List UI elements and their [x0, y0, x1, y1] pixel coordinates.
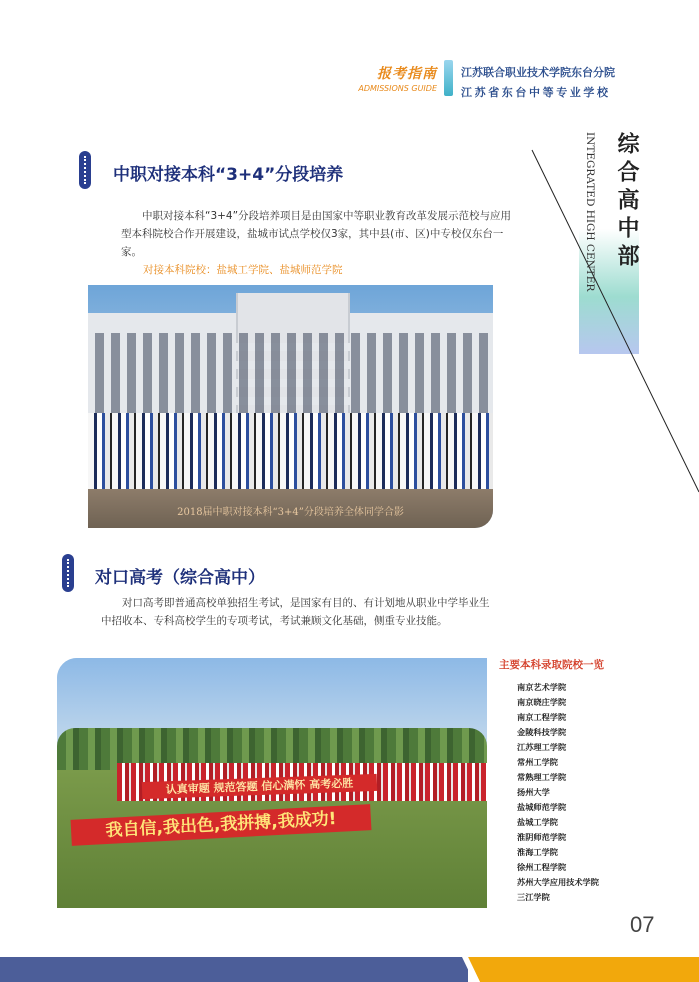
list-item: 三江学院: [517, 892, 550, 902]
side-label-cn: 综合高中部: [614, 132, 640, 272]
list-item: 南京工程学院: [517, 712, 567, 722]
rally-banner-large: 我自信,我出色,我拼搏,我成功!: [71, 804, 372, 846]
list-item: 徐州工程学院: [517, 862, 567, 872]
school-name-line1: 江苏联合职业技术学院东台分院: [461, 66, 615, 79]
side-label-en: INTEGRATED HIGH CENTER: [584, 132, 596, 292]
list-item: 南京晓庄学院: [517, 697, 567, 707]
section1-partners: 对接本科院校：盐城工学院、盐城师范学院: [143, 264, 343, 276]
page-number: 07: [630, 912, 655, 937]
list-item: 淮阴师范学院: [517, 832, 567, 842]
section2-paragraph: 对口高考即普通高校单独招生考试，是国家有目的、有计划地从职业中学毕业生中招收本、专科高校学生的专项考试，考试兼顾文化基础，侧重专业技能。: [101, 597, 490, 627]
list-item: 苏州大学应用技术学院: [517, 877, 599, 887]
section2-title: 对口高考（综合高中）: [95, 568, 265, 588]
list-item: 常熟理工学院: [517, 772, 567, 782]
group-photo-caption: 2018届中职对接本科“3+4”分段培养全体同学合影: [177, 507, 404, 518]
universities-title: 主要本科录取院校一览: [499, 659, 604, 671]
group-photo: [88, 285, 493, 528]
guide-title-cn: 报考指南: [377, 66, 437, 82]
universities-list: [517, 680, 599, 905]
list-item: 盐城工学院: [517, 817, 558, 827]
exam-rally-photo: [57, 658, 487, 908]
list-item: 淮海工学院: [517, 847, 558, 857]
guide-title-en: ADMISSIONS GUIDE: [358, 84, 437, 93]
section1-paragraph: 中职对接本科“3+4”分段培养项目是由国家中等职业教育改革发展示范校与应用型本科院校合作开展建设，盐城市试点学校仅3家，其中县(市、区)中专校仅东台一家。: [121, 210, 512, 258]
list-item: 南京艺术学院: [517, 682, 567, 692]
section1-marker: [79, 151, 91, 189]
list-item: 扬州大学: [517, 787, 550, 797]
section2-marker: [62, 554, 74, 592]
rally-banner-small: 认真审题 规范答题 信心满怀 高考必胜: [142, 774, 377, 799]
list-item: 江苏理工学院: [517, 742, 567, 752]
list-item: 金陵科技学院: [517, 727, 567, 737]
list-item: 盐城师范学院: [517, 802, 567, 812]
list-item: 常州工学院: [517, 757, 558, 767]
footer-bar: [0, 957, 699, 982]
section1-title: 中职对接本科“3+4”分段培养: [113, 165, 344, 185]
school-name-line2: 江苏省东台中等专业学校: [461, 86, 611, 99]
